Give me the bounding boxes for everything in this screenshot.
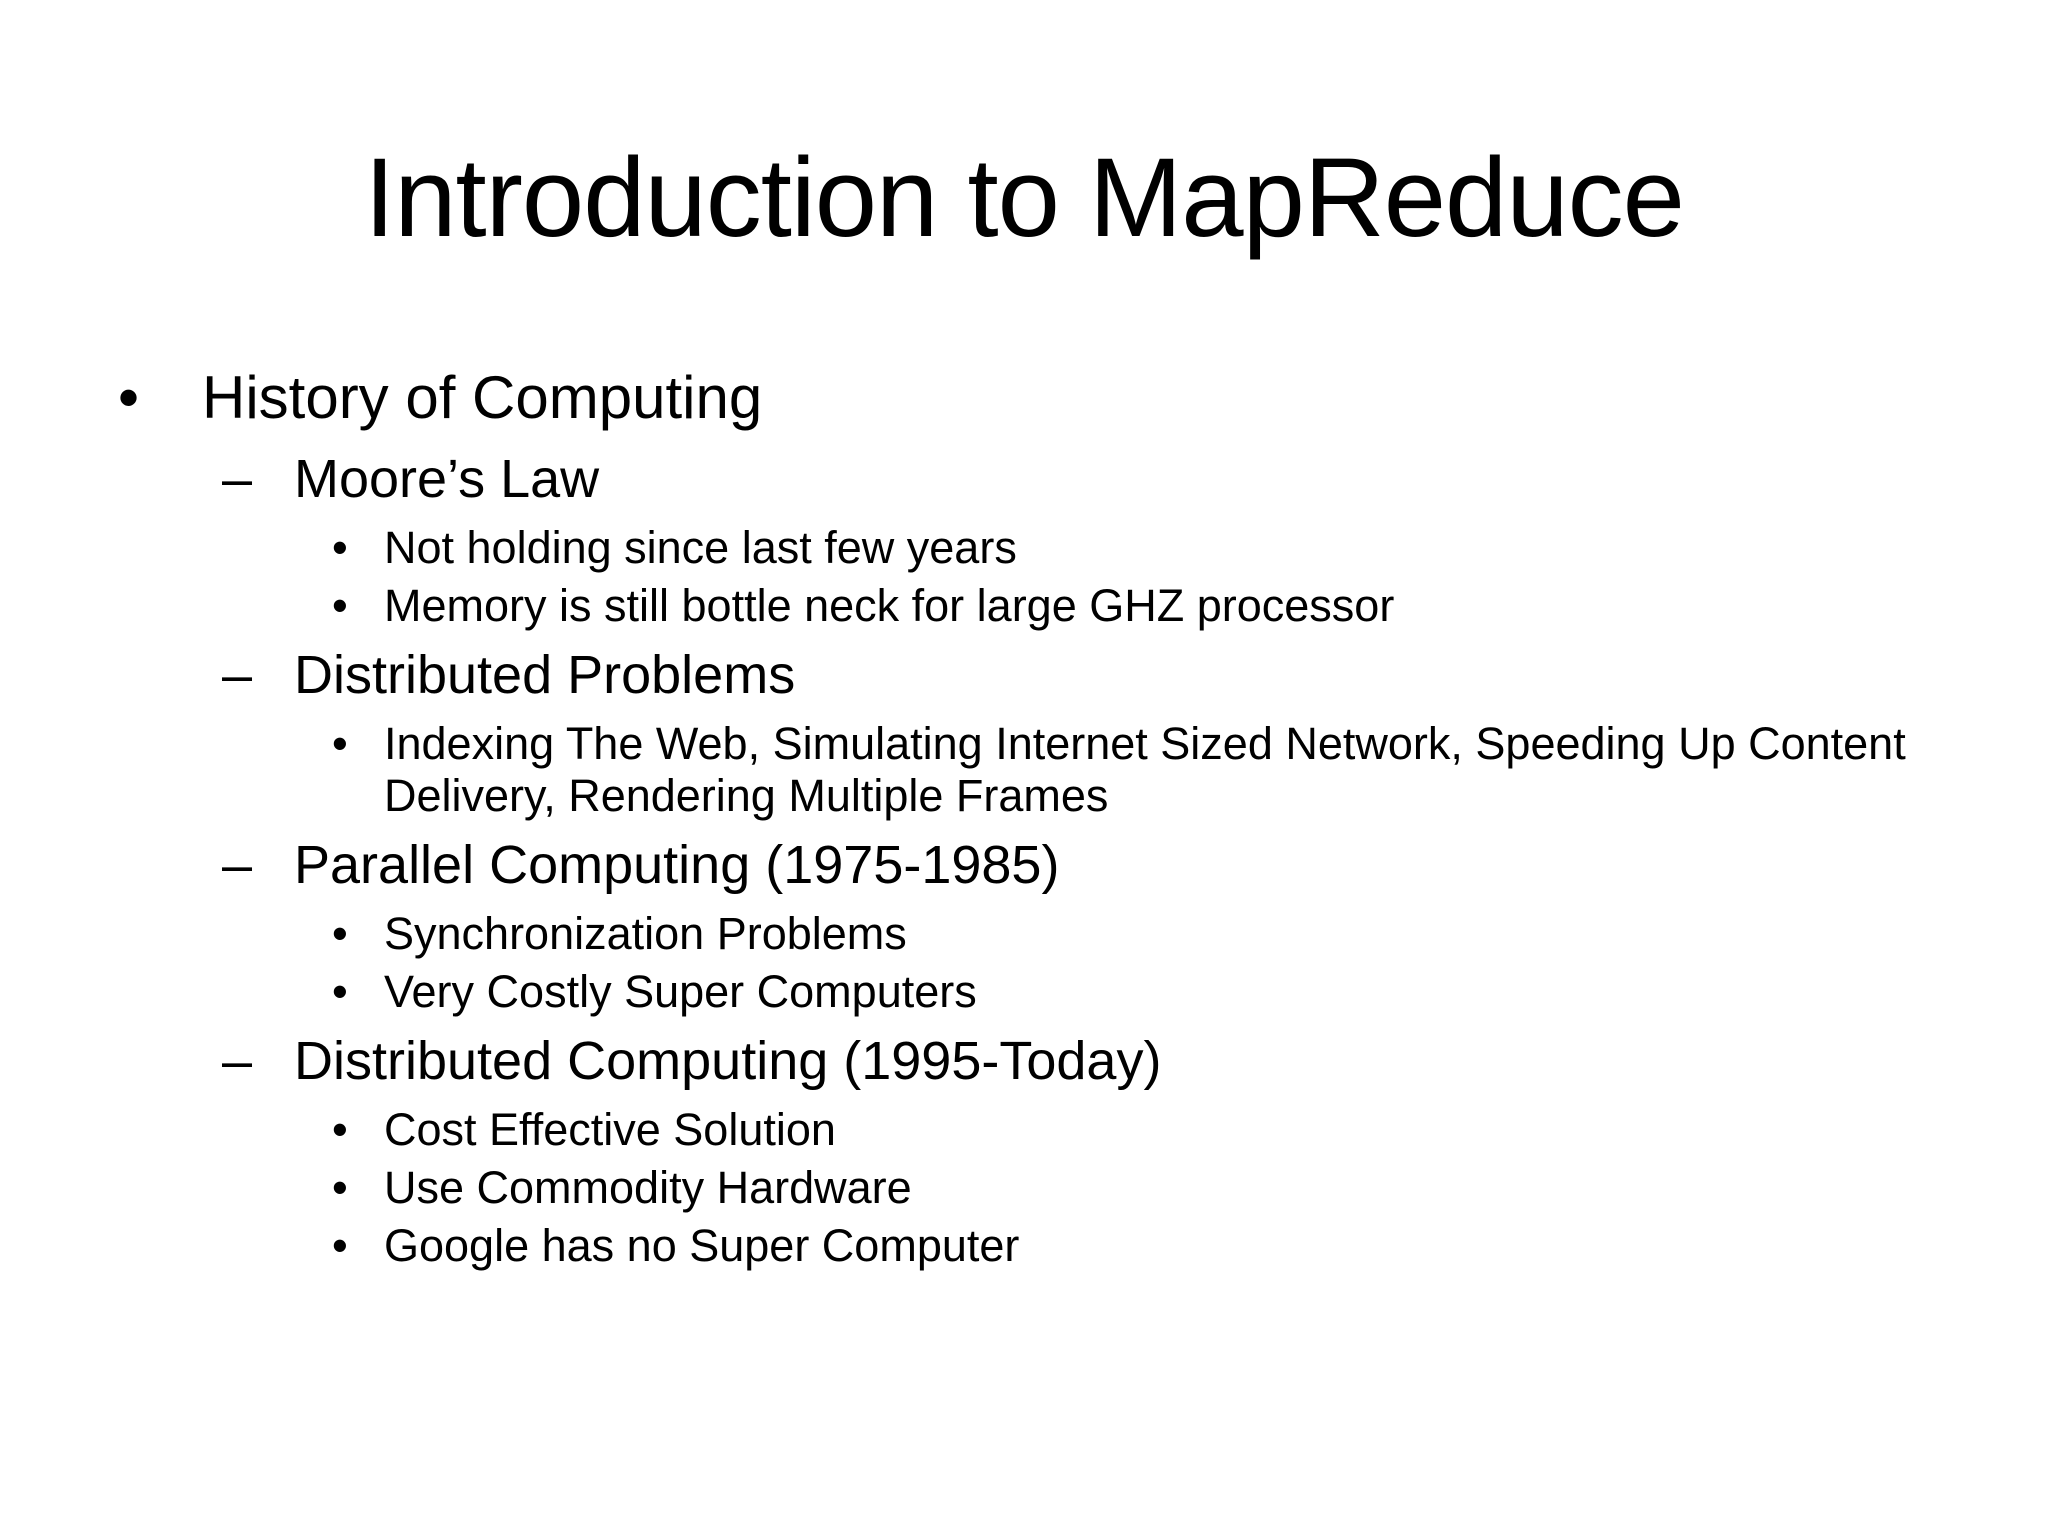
dash-icon: – xyxy=(222,835,253,895)
subsubbullet-text: Not holding since last few years xyxy=(384,522,1017,573)
subsubbullet xyxy=(118,580,1948,632)
subsubbullet-text: Cost Effective Solution xyxy=(384,1104,836,1155)
slide-body xyxy=(118,356,1948,1278)
bullet-dot-icon: • xyxy=(332,522,348,573)
subsubbullet-text: Synchronization Problems xyxy=(384,908,907,959)
subbullet-text: Parallel Computing (1975-1985) xyxy=(294,835,1060,895)
subsubbullet xyxy=(118,1220,1948,1272)
slide-title: Introduction to MapReduce xyxy=(364,135,1684,260)
dash-icon: – xyxy=(222,449,253,509)
subsubbullet-text: Memory is still bottle neck for large GHZ processor xyxy=(384,580,1395,631)
bullet-text: History of Computing xyxy=(202,364,763,431)
bullet-dot-icon: • xyxy=(332,1162,348,1213)
bullet-dot-icon: • xyxy=(332,1220,348,1271)
bullet-dot-icon: • xyxy=(332,580,348,631)
subsubbullet xyxy=(118,966,1948,1018)
subbullet-text: Moore’s Law xyxy=(294,449,600,509)
subbullet-distributed-problems xyxy=(118,638,1948,712)
subbullet-moores-law xyxy=(118,442,1948,516)
bullet-dot-icon: • xyxy=(332,908,348,959)
bullet-dot-icon: • xyxy=(118,364,140,431)
subsubbullet-text: Indexing The Web, Simulating Internet Sized Network, Speeding Up Content Delivery, Rendering Multiple Frames xyxy=(384,718,1906,821)
subbullet-text: Distributed Computing (1995-Today) xyxy=(294,1031,1162,1091)
subsubbullet-text: Very Costly Super Computers xyxy=(384,966,977,1017)
bullet-dot-icon: • xyxy=(332,718,348,769)
bullet-dot-icon: • xyxy=(332,966,348,1017)
bullet-history-of-computing xyxy=(118,356,1948,440)
subbullet-distributed-computing xyxy=(118,1024,1948,1098)
subsubbullet xyxy=(118,1104,1948,1156)
subsubbullet xyxy=(118,908,1948,960)
bullet-dot-icon: • xyxy=(332,1104,348,1155)
dash-icon: – xyxy=(222,1031,253,1091)
subbullet-parallel-computing xyxy=(118,828,1948,902)
subsubbullet xyxy=(118,1162,1948,1214)
subsubbullet-text: Google has no Super Computer xyxy=(384,1220,1020,1271)
dash-icon: – xyxy=(222,645,253,705)
subsubbullet xyxy=(118,522,1948,574)
subsubbullet-text: Use Commodity Hardware xyxy=(384,1162,912,1213)
subbullet-text: Distributed Problems xyxy=(294,645,796,705)
subsubbullet xyxy=(118,718,1948,822)
